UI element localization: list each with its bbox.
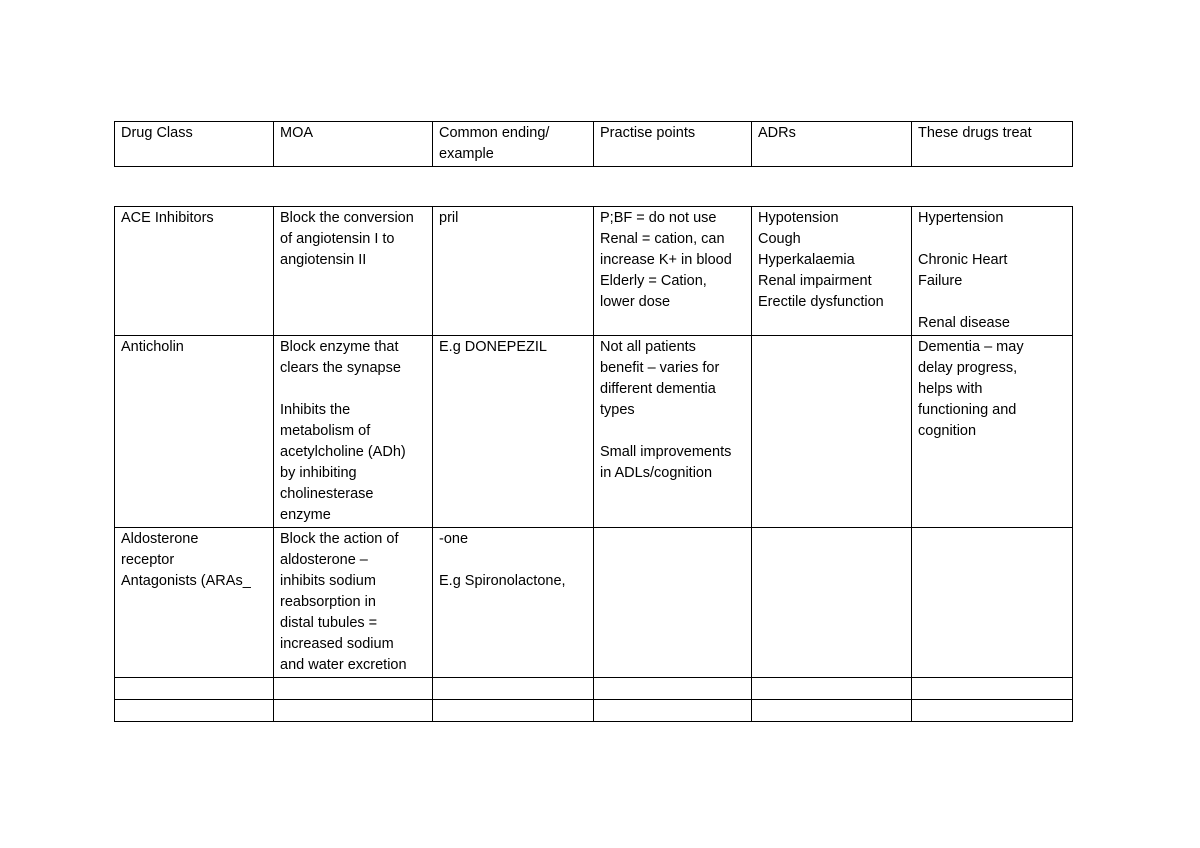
cell-moa: Block the conversion of angiotensin I to angiotensin II: [274, 207, 433, 336]
cell-drug-class: Aldosterone receptor Antagonists (ARAs_: [115, 528, 274, 678]
cell-practise-points: [594, 700, 752, 722]
header-moa: MOA: [274, 122, 433, 167]
cell-adrs: [752, 678, 912, 700]
cell-moa: [274, 700, 433, 722]
cell-moa: [274, 678, 433, 700]
cell-drug-class: [115, 678, 274, 700]
header-common-ending: Common ending/ example: [433, 122, 594, 167]
cell-adrs: Hypotension Cough Hyperkalaemia Renal impairment Erectile dysfunction: [752, 207, 912, 336]
cell-treats: [912, 700, 1073, 722]
cell-adrs: [752, 700, 912, 722]
header-row: [115, 122, 1073, 167]
cell-practise-points: P;BF = do not use Renal = cation, can increase K+ in blood Elderly = Cation, lower dose: [594, 207, 752, 336]
cell-common-ending: -one E.g Spironolactone,: [433, 528, 594, 678]
header-table: [114, 121, 1073, 167]
cell-treats: Dementia – may delay progress, helps with functioning and cognition: [912, 336, 1073, 528]
table-row: [115, 207, 1073, 336]
cell-adrs: [752, 528, 912, 678]
cell-treats: [912, 528, 1073, 678]
header-adrs: ADRs: [752, 122, 912, 167]
cell-common-ending: [433, 700, 594, 722]
cell-common-ending: pril: [433, 207, 594, 336]
cell-practise-points: Not all patients benefit – varies for different dementia types Small improvements in ADLs/cognition: [594, 336, 752, 528]
header-drug-class: Drug Class: [115, 122, 274, 167]
cell-treats: [912, 678, 1073, 700]
cell-moa: Block the action of aldosterone – inhibits sodium reabsorption in distal tubules = increased sodium and water excretion: [274, 528, 433, 678]
cell-treats: Hypertension Chronic Heart Failure Renal disease: [912, 207, 1073, 336]
cell-drug-class: Anticholin: [115, 336, 274, 528]
header-practise-points: Practise points: [594, 122, 752, 167]
table-row: [115, 528, 1073, 678]
table-row-empty: [115, 678, 1073, 700]
cell-practise-points: [594, 678, 752, 700]
cell-common-ending: [433, 678, 594, 700]
cell-practise-points: [594, 528, 752, 678]
table-row: [115, 336, 1073, 528]
drug-table: [114, 206, 1073, 722]
cell-drug-class: [115, 700, 274, 722]
cell-common-ending: E.g DONEPEZIL: [433, 336, 594, 528]
table-row-empty: [115, 700, 1073, 722]
cell-drug-class: ACE Inhibitors: [115, 207, 274, 336]
cell-moa: Block enzyme that clears the synapse Inhibits the metabolism of acetylcholine (ADh) by inhibiting cholinesterase enzyme: [274, 336, 433, 528]
header-treats: These drugs treat: [912, 122, 1073, 167]
cell-adrs: [752, 336, 912, 528]
